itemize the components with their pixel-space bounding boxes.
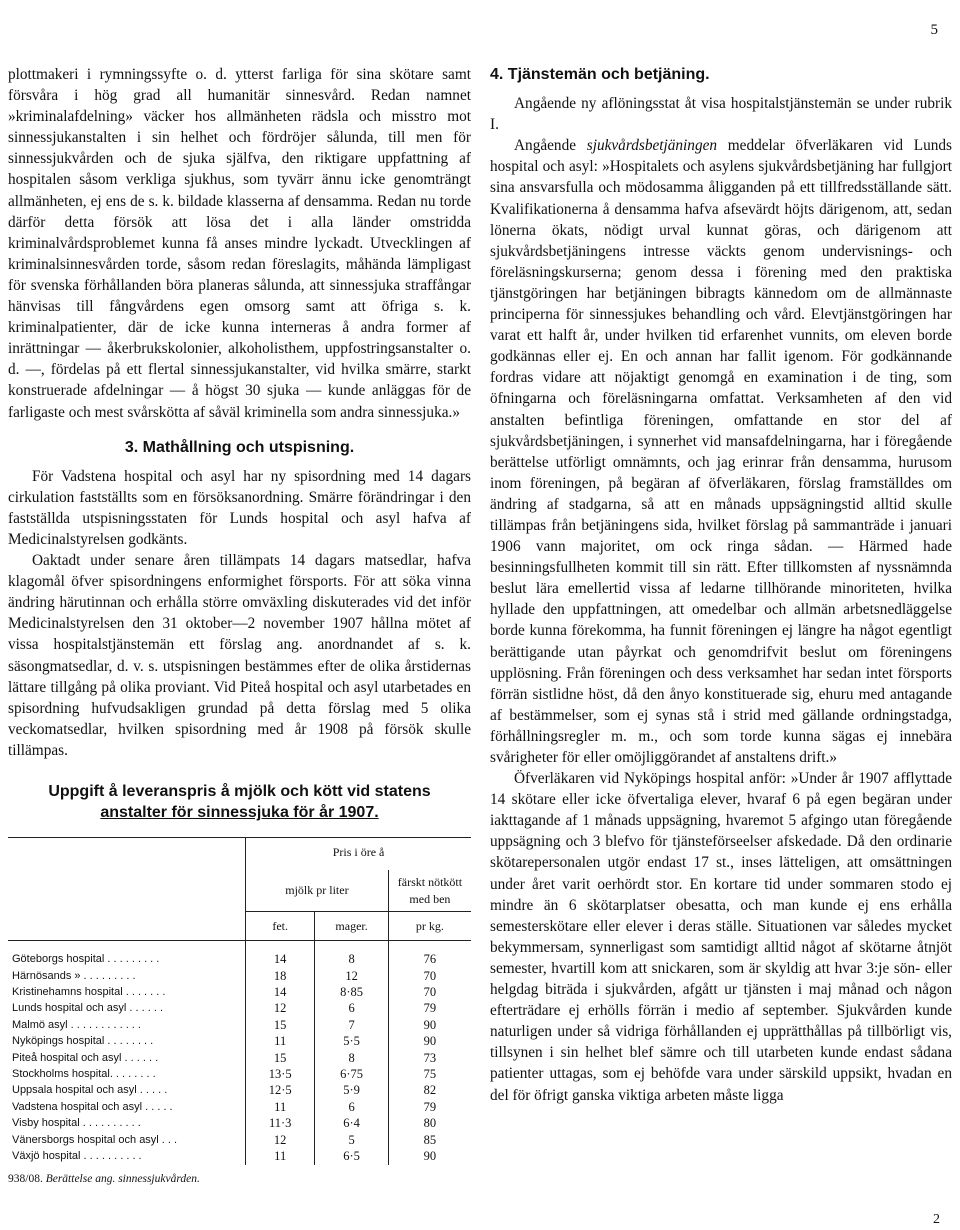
table-corner-cell (8, 838, 246, 871)
header-meat: färskt nötkött med ben (388, 870, 471, 911)
fat-milk-price-cell: 18 (246, 968, 315, 984)
meat-price-cell: 75 (388, 1066, 471, 1082)
left-paragraph-3: Oaktadt under senare åren tillämpats 14 dagars matsedlar, hafva klagomål öfver spisordningens enformighet försports. För att söka vinna ändring härutinnan och erhålla större omväxling diskuterades vid det inför Medicinalstyrelsen den 31 oktober—2 november 1907 hållna mötet af vissa hospitalstjänstemän ett förslag ang. anordnandet af s. k. säsongmatsedlar, d. v. s. utspisningen bestämmes efter de olika årstidernas lättare tillgång på olika proviant. Vid Piteå hospital och asyl utarbetades en spisordning hufvudsakligen grundad på detta förslag med 5 olika veckomatsedlar, hvilken spisordning med år 1908 på försök skulle tillämpas. (8, 552, 471, 759)
section-3-heading: 3. Mathållning och utspisning. (124, 438, 355, 456)
lean-milk-price-cell: 8·85 (315, 984, 389, 1000)
table-row (8, 1066, 471, 1082)
table-row (8, 1132, 471, 1148)
right-paragraph-1: Angående ny aflöningsstat åt visa hospitalstjänstemän se under rubrik I. (490, 95, 952, 134)
footnote-text: Berättelse ang. sinnessjukvården. (45, 1172, 200, 1185)
fat-milk-price-cell: 11 (246, 1033, 315, 1049)
table-row (8, 1033, 471, 1049)
table-row (8, 984, 471, 1000)
fat-milk-price-cell: 12 (246, 1132, 315, 1148)
lean-milk-price-cell: 6 (315, 1099, 389, 1115)
header-price: Pris i öre å (246, 838, 471, 871)
left-column (8, 64, 471, 1190)
fat-milk-price-cell: 11 (246, 1099, 315, 1115)
meat-price-cell: 73 (388, 1050, 471, 1066)
meat-price-cell: 85 (388, 1132, 471, 1148)
fat-milk-price-cell: 14 (246, 951, 315, 967)
fat-milk-price-cell: 12·5 (246, 1082, 315, 1098)
fat-milk-price-cell: 13·5 (246, 1066, 315, 1082)
table-row (8, 1050, 471, 1066)
hospital-name-cell: Kristinehamns hospital . . . . . . . (12, 986, 166, 999)
fat-milk-price-cell: 15 (246, 1050, 315, 1066)
table-corner-cell-3 (8, 911, 246, 940)
meat-price-cell: 90 (388, 1033, 471, 1049)
right-paragraph-3: Öfverläkaren vid Nyköpings hospital anför: »Under år 1907 afflyttade 14 skötare eller icke öfvertaliga elever, hvaraf 6 på egen begäran under iakttagande af 1 månads uppsägning, hvaremot 5 afgingo utan föregående uppsägning och 3 blefvo för tjänsteförseelser afskedade. Då den ordinarie skötarepersonalen utgör endast 17 st., inses lätteligen, att omsättningen under året varit oerhördt stor. En kortare tid under sommaren stodo ej mindre än 6 skötarplatser obesatta, och man kunde ej ens erhålla semesterskötare eller elever i deras ställe. Situationen var således mycket bekymmersam, synnerligast som samtidigt alltid något af skötarne åtnjöt semester, hvartill kom att snickaren, som är skyldig att hvar 3:je sön- eller helgdag biträda i sjukvården, afgått ur tjänsten i maj månad och någon efterträdare ej erhölls förrän i medio af september. Sjukvården kunde naturligen under så vidriga förhållanden ej upprätthållas på tillbörligt vis, tillsynen i sin helhet blef sämre och till utarbeten kunde endast sådana patienter uttagas, som ej behöfde vara under särskild uppsikt, hvadan en del för öfrigt ganska viktiga arbeten måste ligga (490, 770, 952, 1104)
fat-milk-price-cell: 11·3 (246, 1115, 315, 1131)
table-row (8, 1115, 471, 1131)
header-mager: mager. (315, 911, 389, 940)
hospital-name-cell: Växjö hospital . . . . . . . . . . (12, 1150, 142, 1163)
table-row (8, 968, 471, 984)
header-milk: mjölk pr liter (246, 870, 389, 911)
footnote-code: 938/08. (8, 1172, 43, 1185)
hospital-name-cell: Göteborgs hospital . . . . . . . . . (12, 953, 160, 966)
fat-milk-price-cell: 12 (246, 1000, 315, 1016)
right-column (490, 64, 952, 1106)
meat-price-cell: 90 (388, 1017, 471, 1033)
lean-milk-price-cell: 6·75 (315, 1066, 389, 1082)
left-paragraph-1: plottmakeri i rymningssyfte o. d. ytterst farliga för sina skötare samt försvåra i hög grad all humanitär sinnesvård. Redan namnet »kriminalafdelning» väcker hos allmänheten rädsla och misstro mot sinnessjukanstalten i sin helhet och fördröjer sålunda, till men för sinnessjukvården och de sjuka själfva, den riktigare uppfattning af hospitalen såsom verkliga sjukhus, som tyvärr ännu icke genomträngt allmänheten, ej ens de s. k. bildade klasserna af densamma. Redan nu torde därför detta försök att lösa det i alla länder omstridda kriminalvårdsproblemet kunna få anses mindre lyckadt. Utvecklingen af kriminalsinnesvården torde, såsom redan föreslagits, måhända lämpligast för svenska förhållanden böra planeras sålunda, att sinnessjuka straffångar hänvisas till fångvårdens egen omsorg samt att öfriga s. k. kriminalpatienter, där de icke kunna interneras å andra former af inrättningar — åkerbrukskolonier, alkoholisthem, uppfostringsanstalter o. d. —, fördelas på ett flertal sinnessjukanstalter, vid hvilka smärre, starkt konstruerade afdelningar — å högst 30 sjuka — kunde anläggas för de farligaste och mest svårskötta af såväl kriminella som andra sinnessjuka.» (8, 66, 471, 421)
header-fet: fet. (246, 911, 315, 940)
right-paragraph-2-lead: Angående (514, 137, 587, 155)
table-corner-cell-2 (8, 870, 246, 911)
price-table-body (8, 951, 471, 1164)
lean-milk-price-cell: 7 (315, 1017, 389, 1033)
table-title-line-1: Uppgift å leveranspris å mjölk och kött vid statens (48, 783, 431, 800)
table-row (8, 1082, 471, 1098)
right-paragraph-2-italic: sjukvårdsbetjäningen (586, 137, 718, 155)
hospital-name-cell: Vänersborgs hospital och asyl . . . (12, 1133, 178, 1146)
right-paragraph-2-rest: meddelar öfverläkaren vid Lunds hospital och asyl: »Hospitalets och asylens sjukvårdsbetjäning har fullgjort sina ansvarsfulla och mödosamma åligganden på ett tillfredsställande sätt. Kvalifikationerna å densamma hafva afsevärdt höjts därigenom, att, sedan lönerna ökats, nödigt urval kunnat göras, och därigenom att sjukvårdsbetjäningens intresse väckts genom undervisnings- och föreläsningskurserna; genom dessa i förening med den praktiska tjänstgöringen har betjäningen bibragts kännedom om de allmännaste principerna för sinnessjukes behandling och vård. Elevtjänstgöringen har varat ett halft år, under hvilken tid erfarenhet vunnits, om eleven borde godkännas eller ej. En och annan har fallit igenom. För godkännande fordras vidare att nöjaktigt genomgå en examination i de ting, som öfningarna och föreläsningarna omfattat. Verksamheten af den vid anstalten befintliga föreningen, omfattande en stor del af sjukvårdsbetjäningen, i synnerhet vid mansafdelningarna, har i föregående berättelse utförligt omnämnts, och jag erinrar från densamma, hurusom inom föreningen, på begäran af öfverläkaren, förslag framställdes om ändring af stadgarna, så att en månads uppsägningstid alltid skulle tillämpas från betjäningens sida, hvilket förslag på sammanträde i januari 1906 vann majoritet, om ock ringa sådan. — Härmed hade besinningsfullheten kommit till sin rätt. Efter tillkomsten af nyssnämnda beslut lära emellertid vissa af ledarne tillhörande minoriteten, hvilka hyllade den uppfattningen, att omedelbar och allmän arbetsnedläggelse borde kunna förekomma, ha funnit föreningen ej längre ha något egentligt berättigande utan påyrkat och genomdrifvit beslut om föreningens upplösning. Från föreningen och dess verksamhet har sedan intet försports förrän sistlidne höst, då den ånyo konstituerade sig, ehuru med antagande af bestämmelser, som ej synas stå i strid med gällande ordningstadga, förhållningsregler m. m., och som torde kunna sägas ej innebära svårigheter för eller omöjliggörandet af anstaltens drift.» (490, 137, 952, 766)
hospital-name-cell: Nyköpings hospital . . . . . . . . (12, 1035, 154, 1048)
hospital-name-cell: Uppsala hospital och asyl . . . . . (12, 1084, 168, 1097)
table-row (8, 951, 471, 967)
lean-milk-price-cell: 6 (315, 1000, 389, 1016)
meat-price-cell: 79 (388, 1000, 471, 1016)
bottom-right-number: 2 (933, 1212, 940, 1227)
hospital-name-cell: Stockholms hospital. . . . . . . . (12, 1068, 156, 1081)
meat-price-cell: 70 (388, 984, 471, 1000)
hospital-name-cell: Härnösands » . . . . . . . . . (12, 969, 136, 982)
left-paragraph-2: För Vadstena hospital och asyl har ny spisordning med 14 dagars cirkulation fastställts som en försöksanordning. Smärre förändringar i den fastställda utspisningsstaten för Lunds hospital och asyl hafva af Medicinalstyrelsen godkänts. (8, 467, 471, 548)
table-row (8, 1099, 471, 1115)
hospital-name-cell: Lunds hospital och asyl . . . . . . (12, 1002, 164, 1015)
lean-milk-price-cell: 6·4 (315, 1115, 389, 1131)
hospital-name-cell: Visby hospital . . . . . . . . . . (12, 1117, 141, 1130)
meat-price-cell: 82 (388, 1082, 471, 1098)
table-row (8, 1017, 471, 1033)
table-title-line-2: anstalter för sinnessjuka för år 1907. (100, 804, 379, 821)
meat-price-cell: 76 (388, 951, 471, 967)
fat-milk-price-cell: 15 (246, 1017, 315, 1033)
lean-milk-price-cell: 12 (315, 968, 389, 984)
table-row (8, 1148, 471, 1164)
header-kg: pr kg. (388, 911, 471, 940)
meat-price-cell: 70 (388, 968, 471, 984)
page-number: 5 (930, 22, 938, 38)
table-title (8, 781, 471, 823)
hospital-name-cell: Piteå hospital och asyl . . . . . . (12, 1051, 159, 1064)
lean-milk-price-cell: 5·5 (315, 1033, 389, 1049)
hospital-name-cell: Malmö asyl . . . . . . . . . . . . (12, 1018, 141, 1031)
table-row (8, 1000, 471, 1016)
footnote (8, 1169, 471, 1190)
section-4-heading: 4. Tjänstemän och betjäning. (490, 66, 710, 83)
lean-milk-price-cell: 5 (315, 1132, 389, 1148)
meat-price-cell: 80 (388, 1115, 471, 1131)
price-table (8, 837, 471, 1165)
lean-milk-price-cell: 8 (315, 1050, 389, 1066)
meat-price-cell: 90 (388, 1148, 471, 1164)
lean-milk-price-cell: 5·9 (315, 1082, 389, 1098)
hospital-name-cell: Vadstena hospital och asyl . . . . . (12, 1100, 173, 1113)
fat-milk-price-cell: 11 (246, 1148, 315, 1164)
lean-milk-price-cell: 8 (315, 951, 389, 967)
right-paragraph-2 (490, 135, 952, 768)
lean-milk-price-cell: 6·5 (315, 1148, 389, 1164)
fat-milk-price-cell: 14 (246, 984, 315, 1000)
meat-price-cell: 79 (388, 1099, 471, 1115)
